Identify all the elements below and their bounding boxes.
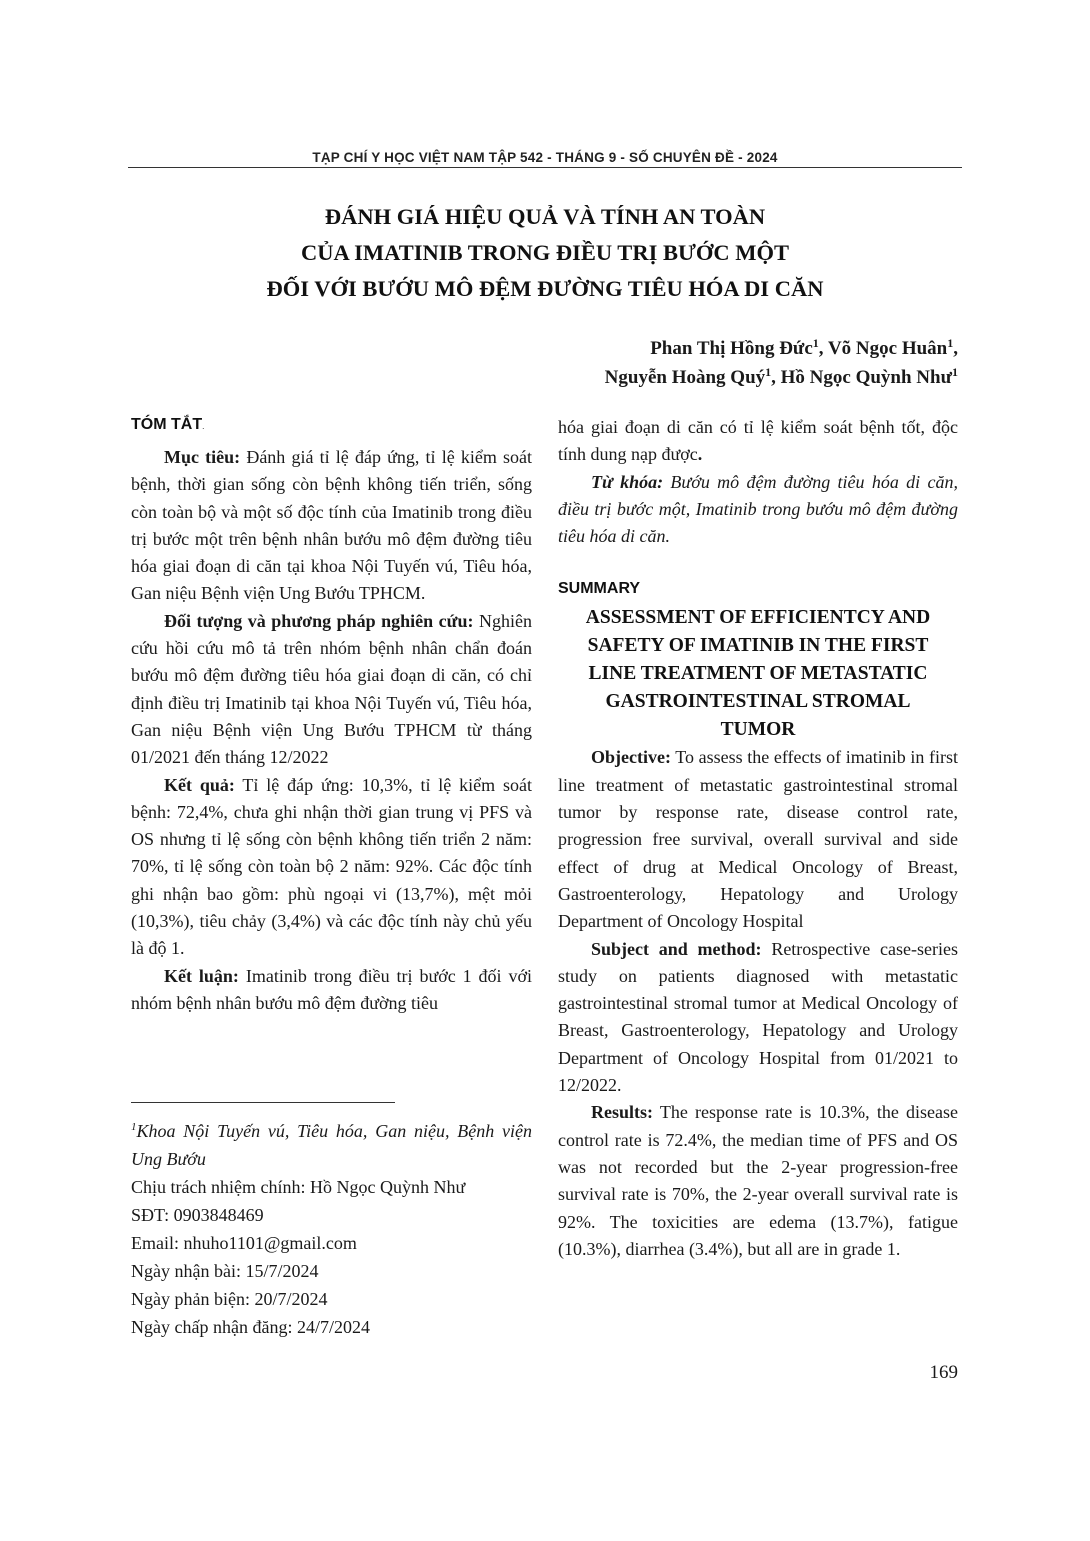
keywords-text: Bướu mô đệm đường tiêu hóa di căn, điều trị bước một, Imatinib trong bướu mô đệm đường tiêu hóa di căn. <box>558 471 958 547</box>
results-label: Results: <box>591 1102 653 1123</box>
footnote-divider <box>131 1102 395 1103</box>
abstract-objective <box>131 444 532 608</box>
title-line-2: CỦA IMATINIB TRONG ĐIỀU TRỊ BƯỚC MỘT <box>301 240 789 265</box>
abstract-conclusion-continued <box>558 414 958 469</box>
affiliation-mark: 1 <box>947 336 954 350</box>
english-title <box>558 604 958 744</box>
method-label: Subject and method: <box>591 938 762 959</box>
affiliation-mark: 1 <box>765 365 772 379</box>
english-title-line-2: SAFETY OF IMATINIB IN THE FIRST <box>587 635 929 657</box>
footnote-email: Email: nhuho1101@gmail.com <box>131 1233 357 1253</box>
journal-running-header: TẠP CHÍ Y HỌC VIỆT NAM TẬP 542 - THÁNG 9 - SỐ CHUYÊN ĐỀ - 2024 <box>312 150 778 165</box>
author-line-1 <box>605 334 958 363</box>
results-text: Tỉ lệ đáp ứng: 10,3%, tỉ lệ kiểm soát bệnh: 72,4%, chưa ghi nhận thời gian trung vị PFS và OS nhưng tỉ lệ sống còn bệnh không tiến triển 2 năm: 70%, tỉ lệ sống còn toàn bộ 2 năm: 92%. Các độc tính ghi nhận bao gồm: phù ngoại vi (13,7%), mệt mỏi (10,3%), tiêu chảy (3,4%) và các độc tính này chủ yếu là độ 1. <box>131 774 533 959</box>
footnote-phone: SĐT: 0903848469 <box>131 1205 264 1225</box>
author-name: Nguyễn Hoàng Quý <box>604 367 766 388</box>
footnote-corresponding-author: Chịu trách nhiệm chính: Hồ Ngọc Quỳnh Như <box>131 1177 466 1197</box>
footnote-received-date: Ngày nhận bài: 15/7/2024 <box>131 1261 319 1281</box>
section-heading-tom-tat <box>131 414 532 438</box>
conclusion-label: Kết luận: <box>164 965 239 986</box>
author-separator: , <box>771 367 781 388</box>
method-text: Nghiên cứu hồi cứu mô tả trên nhóm bệnh nhân chẩn đoán bướu mô đệm đường tiêu hóa giai đoạn di căn, có chỉ định điều trị Imatinib tại khoa Nội Tuyến vú, Tiêu hóa, Gan niệu Bệnh viện Ung Bướu TPHCM từ tháng 01/2021 đến tháng 12/2022 <box>131 610 532 768</box>
footnote-accepted-date: Ngày chấp nhận đăng: 24/7/2024 <box>131 1317 370 1337</box>
abstract-results <box>131 772 532 963</box>
abstract-conclusion <box>131 963 532 1018</box>
summary-results <box>558 1099 958 1263</box>
footnote-affiliation <box>131 1117 532 1173</box>
title-line-1: ĐÁNH GIÁ HIỆU QUẢ VÀ TÍNH AN TOÀN <box>324 204 766 229</box>
abstract-method <box>131 608 532 772</box>
english-summary-column <box>558 414 958 1263</box>
affiliation-mark: 1 <box>812 336 819 350</box>
method-label: Đối tượng và phương pháp nghiên cứu: <box>164 610 474 631</box>
affiliation-mark: 1 <box>952 365 958 379</box>
article-title <box>128 199 962 307</box>
vietnamese-abstract-column <box>131 414 532 1017</box>
conclusion-text: Imatinib trong điều trị bước 1 đối với nhóm bệnh nhân bướu mô đệm đường tiêu <box>131 965 532 1013</box>
objective-label: Objective: <box>591 747 671 768</box>
author-name: Hồ Ngọc Quỳnh Như <box>780 367 952 388</box>
affiliation-mark: 1 <box>131 1121 137 1133</box>
method-text: Retrospective case-series study on patients diagnosed with metastatic gastrointestinal stromal tumor at Medical Oncology of Breast, Gastroenterology, Hepatology and Urology Department of Oncology Hospital from 01/2021 to 12/2022. <box>558 938 958 1096</box>
objective-label: Mục tiêu: <box>164 447 241 467</box>
title-line-3: ĐỐI VỚI BƯỚU MÔ ĐỆM ĐƯỜNG TIÊU HÓA DI CĂN <box>266 276 824 301</box>
author-name: Võ Ngọc Huân <box>827 338 948 359</box>
english-title-line-5: TUMOR <box>720 719 796 741</box>
section-heading-summary: SUMMARY <box>558 580 641 598</box>
author-name: Phan Thị Hồng Đức <box>650 338 813 359</box>
objective-text: To assess the effects of imatinib in first line treatment of metastatic gastrointestinal stromal tumor by response rate, disease control rate, progression free survival, overall survival and side effect of drug at Medical Oncology of Breast, Gastroenterology, Hepatology and Urology Department of Oncology Hospital <box>558 747 958 932</box>
author-separator: , <box>953 338 958 359</box>
footnote-review-date: Ngày phản biện: 20/7/2024 <box>131 1289 328 1309</box>
header-divider <box>128 167 962 168</box>
heading-mark: . <box>202 422 205 431</box>
objective-text: Đánh giá tỉ lệ đáp ứng, tỉ lệ kiểm soát bệnh, thời gian sống còn bệnh không tiến triển, sống còn toàn bộ và một số độc tính của Imatinib trong điều trị bước một trên bệnh nhân bướu mô đệm đường tiêu hóa giai đoạn di căn tại khoa Nội Tuyến vú, Tiêu hóa, Gan niệu Bệnh viện Ung Bướu TPHCM. <box>131 447 532 604</box>
heading-text: TÓM TẮT <box>131 416 203 433</box>
author-line-2 <box>605 363 958 392</box>
affiliation-text: Khoa Nội Tuyến vú, Tiêu hóa, Gan niệu, Bệnh viện Ung Bướu <box>131 1121 532 1169</box>
conclusion-period: . <box>697 444 703 465</box>
author-separator: , <box>818 338 828 359</box>
results-text: The response rate is 10.3%, the disease control rate is 72.4%, the median time of PFS and OS was not recorded but the 2-year progression-free survival rate is 70%, the 2-year overall survival rate is 92%. The toxicities are edema (13.7%), fatigue (10.3%), diarrhea (3.4%), but all are in grade 1. <box>558 1102 958 1259</box>
english-title-line-3: LINE TREATMENT OF METASTATIC <box>588 663 928 685</box>
english-title-line-1: ASSESSMENT OF EFFICIENTCY AND <box>585 607 931 629</box>
footnotes <box>131 1117 532 1341</box>
results-label: Kết quả: <box>164 774 235 795</box>
conclusion-continuation-text: hóa giai đoạn di căn có tỉ lệ kiểm soát bệnh tốt, độc tính dung nạp được <box>558 417 958 465</box>
summary-objective <box>558 744 958 935</box>
abstract-keywords <box>558 469 958 551</box>
summary-method <box>558 936 958 1100</box>
english-title-line-4: GASTROINTESTINAL STROMAL <box>605 691 911 713</box>
page-number: 169 <box>929 1362 958 1383</box>
author-list <box>605 334 958 392</box>
keywords-label: Từ khóa: <box>591 471 664 492</box>
